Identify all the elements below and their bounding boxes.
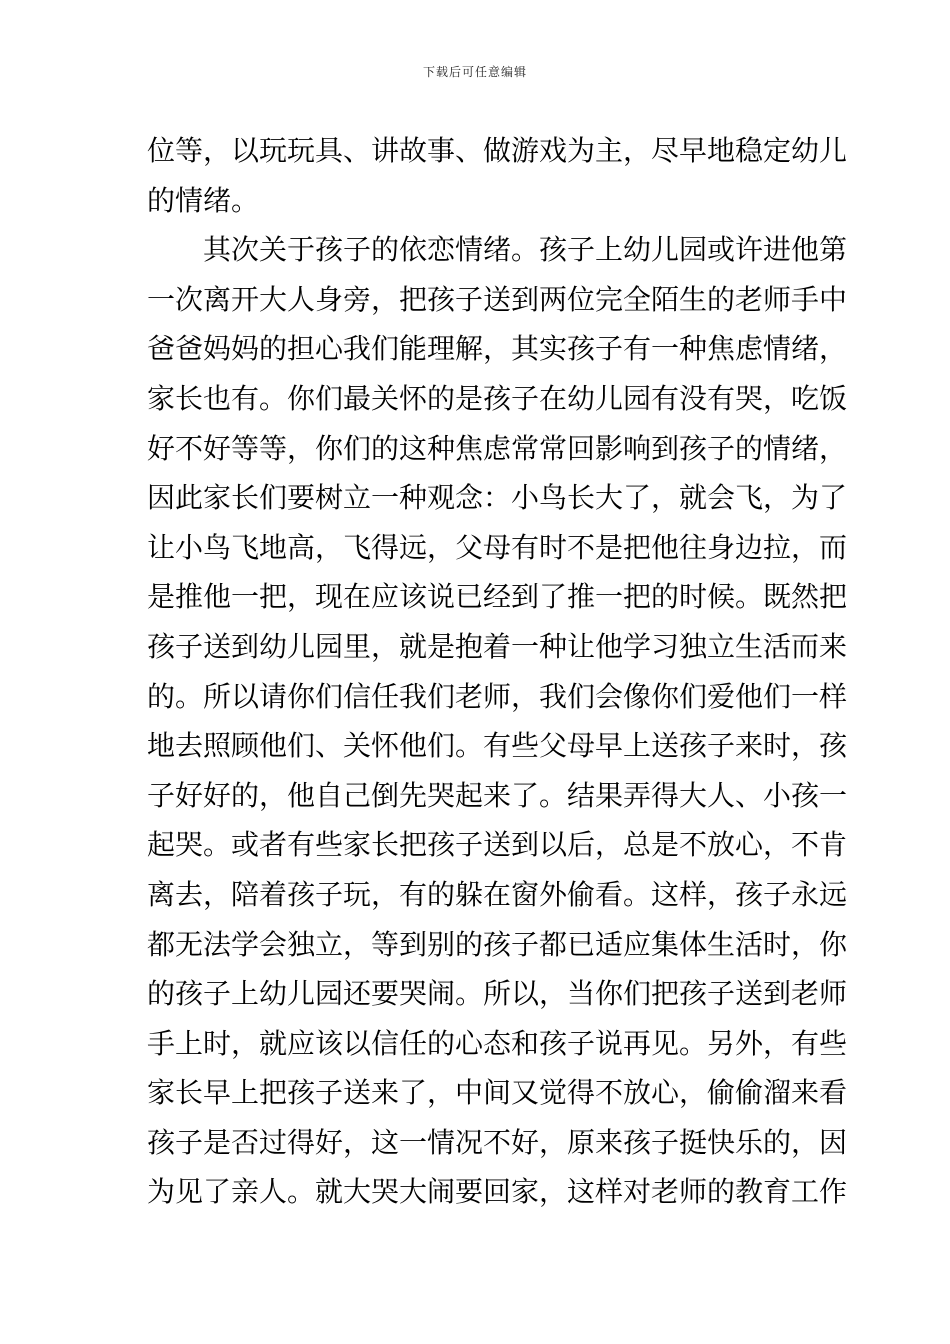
text-line: 手上时，就应该以信任的心态和孩子说再见。另外，有些 [147,1026,848,1060]
text-line: 子好好的，他自己倒先哭起来了。结果弄得大人、小孩一 [147,778,848,812]
page-header: 下载后可任意编辑 [422,65,527,79]
text-line: 孩子是否过得好，这一情况不好，原来孩子挺快乐的，因 [147,1125,848,1159]
text-line: 的情绪。 [147,183,260,217]
text-line: 好不好等等，你们的这种焦虑常常回影响到孩子的情绪， [147,431,848,465]
text-line: 的孩子上幼儿园还要哭闹。所以，当你们把孩子送到老师 [147,977,848,1011]
text-line: 为见了亲人。就大哭大闹要回家，这样对老师的教育工作 [147,1175,848,1209]
text-line: 一次离开大人身旁，把孩子送到两位完全陌生的老师手中 [147,282,848,316]
text-line: 其次关于孩子的依恋情绪。孩子上幼儿园或许进他第 [147,233,848,267]
text-line: 都无法学会独立，等到别的孩子都已适应集体生活时，你 [147,927,848,961]
text-line: 离去，陪着孩子玩，有的躲在窗外偷看。这样，孩子永远 [147,877,848,911]
text-line: 因此家长们要树立一种观念：小鸟长大了，就会飞，为了 [147,481,848,515]
text-line: 家长也有。你们最关怀的是孩子在幼儿园有没有哭，吃饭 [147,381,848,415]
text-line: 让小鸟飞地高，飞得远，父母有时不是把他往身边拉，而 [147,530,848,564]
text-line: 家长早上把孩子送来了，中间又觉得不放心，偷偷溜来看 [147,1076,848,1110]
text-line: 是推他一把，现在应该说已经到了推一把的时候。既然把 [147,580,848,614]
document-body [147,126,848,1217]
text-line: 孩子送到幼儿园里，就是抱着一种让他学习独立生活而来 [147,629,848,663]
text-line: 起哭。或者有些家长把孩子送到以后，总是不放心，不肯 [147,828,848,862]
text-line: 位等，以玩玩具、讲故事、做游戏为主，尽早地稳定幼儿 [147,134,848,167]
text-line: 爸爸妈妈的担心我们能理解，其实孩子有一种焦虑情绪， [147,332,848,366]
text-line: 的。所以请你们信任我们老师，我们会像你们爱他们一样 [147,679,848,713]
text-line: 地去照顾他们、关怀他们。有些父母早上送孩子来时，孩 [147,729,848,763]
